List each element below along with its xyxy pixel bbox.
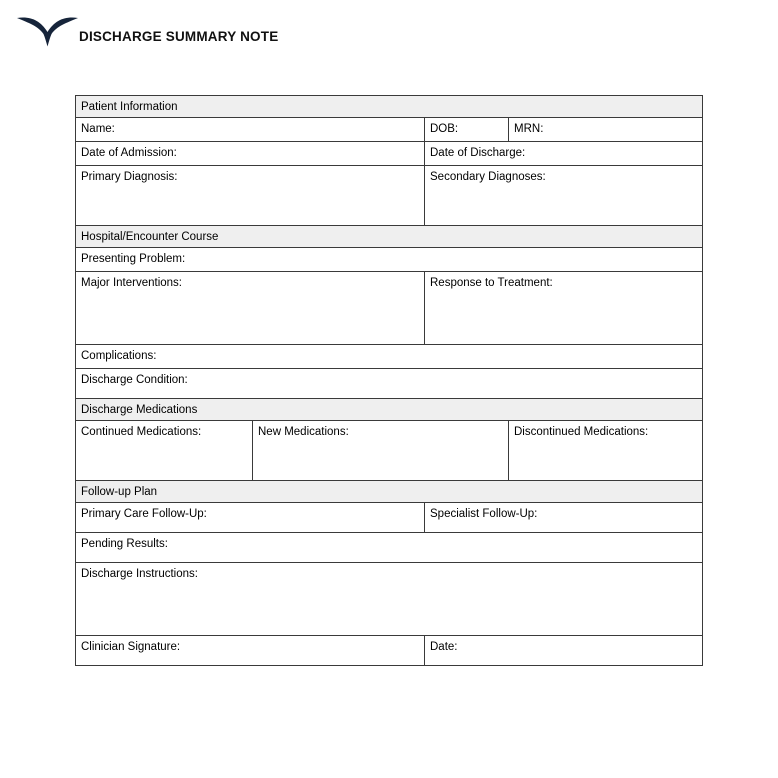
table-row xyxy=(76,481,703,503)
table-row xyxy=(76,96,703,118)
table-row xyxy=(76,345,703,369)
table-row xyxy=(76,636,703,666)
field-discharge-condition[interactable] xyxy=(76,369,703,399)
table-row xyxy=(76,248,703,272)
section-header-hospital-encounter-course xyxy=(76,226,703,248)
field-primary-care-follow-up[interactable] xyxy=(76,503,425,533)
field-label: Specialist Follow-Up: xyxy=(430,508,538,520)
section-header-follow-up-plan xyxy=(76,481,703,503)
field-specialist-follow-up[interactable] xyxy=(425,503,703,533)
field-label: Major Interventions: xyxy=(81,277,182,289)
field-name[interactable] xyxy=(76,118,425,142)
field-label: Discontinued Medications: xyxy=(514,426,649,438)
page-title: DISCHARGE SUMMARY NOTE xyxy=(79,29,279,44)
field-date-of-admission[interactable] xyxy=(76,142,425,166)
field-label: Discharge Condition: xyxy=(81,374,188,386)
field-discharge-instructions[interactable] xyxy=(76,563,703,636)
field-complications[interactable] xyxy=(76,345,703,369)
section-title: Discharge Medications xyxy=(81,404,198,416)
field-label: Continued Medications: xyxy=(81,426,202,438)
field-label: Secondary Diagnoses: xyxy=(430,171,546,183)
field-pending-results[interactable] xyxy=(76,533,703,563)
field-label: MRN: xyxy=(514,123,544,135)
table-row xyxy=(76,272,703,345)
field-major-interventions[interactable] xyxy=(76,272,425,345)
field-label: Name: xyxy=(81,123,115,135)
section-header-discharge-medications xyxy=(76,399,703,421)
field-continued-medications[interactable] xyxy=(76,421,253,481)
field-primary-diagnosis[interactable] xyxy=(76,166,425,226)
section-title: Hospital/Encounter Course xyxy=(81,231,219,243)
table-row xyxy=(76,369,703,399)
section-header-patient-information xyxy=(76,96,703,118)
field-label: Pending Results: xyxy=(81,538,168,550)
table-row xyxy=(76,118,703,142)
document-header xyxy=(0,0,778,92)
field-label: Primary Care Follow-Up: xyxy=(81,508,207,520)
table-row xyxy=(76,226,703,248)
field-label: DOB: xyxy=(430,123,459,135)
field-label: New Medications: xyxy=(258,426,349,438)
field-discontinued-medications[interactable] xyxy=(509,421,703,481)
field-date[interactable] xyxy=(425,636,703,666)
table-row xyxy=(76,421,703,481)
section-title: Patient Information xyxy=(81,101,178,113)
field-secondary-diagnoses[interactable] xyxy=(425,166,703,226)
table-row xyxy=(76,399,703,421)
table-row xyxy=(76,166,703,226)
table-row xyxy=(76,533,703,563)
field-label: Presenting Problem: xyxy=(81,253,186,265)
discharge-summary-form xyxy=(75,95,703,666)
field-label: Primary Diagnosis: xyxy=(81,171,178,183)
field-new-medications[interactable] xyxy=(253,421,509,481)
field-label: Response to Treatment: xyxy=(430,277,553,289)
field-label: Date of Admission: xyxy=(81,147,177,159)
field-label: Complications: xyxy=(81,350,157,362)
field-label: Date: xyxy=(430,641,458,653)
field-dob[interactable] xyxy=(425,118,509,142)
field-label: Discharge Instructions: xyxy=(81,568,198,580)
field-label: Clinician Signature: xyxy=(81,641,181,653)
table-row xyxy=(76,142,703,166)
field-label: Date of Discharge: xyxy=(430,147,526,159)
wing-logo xyxy=(16,13,80,49)
field-mrn[interactable] xyxy=(509,118,703,142)
table-row xyxy=(76,503,703,533)
section-title: Follow-up Plan xyxy=(81,486,158,498)
field-response-to-treatment[interactable] xyxy=(425,272,703,345)
field-presenting-problem[interactable] xyxy=(76,248,703,272)
field-date-of-discharge[interactable] xyxy=(425,142,703,166)
table-row xyxy=(76,563,703,636)
field-clinician-signature[interactable] xyxy=(76,636,425,666)
